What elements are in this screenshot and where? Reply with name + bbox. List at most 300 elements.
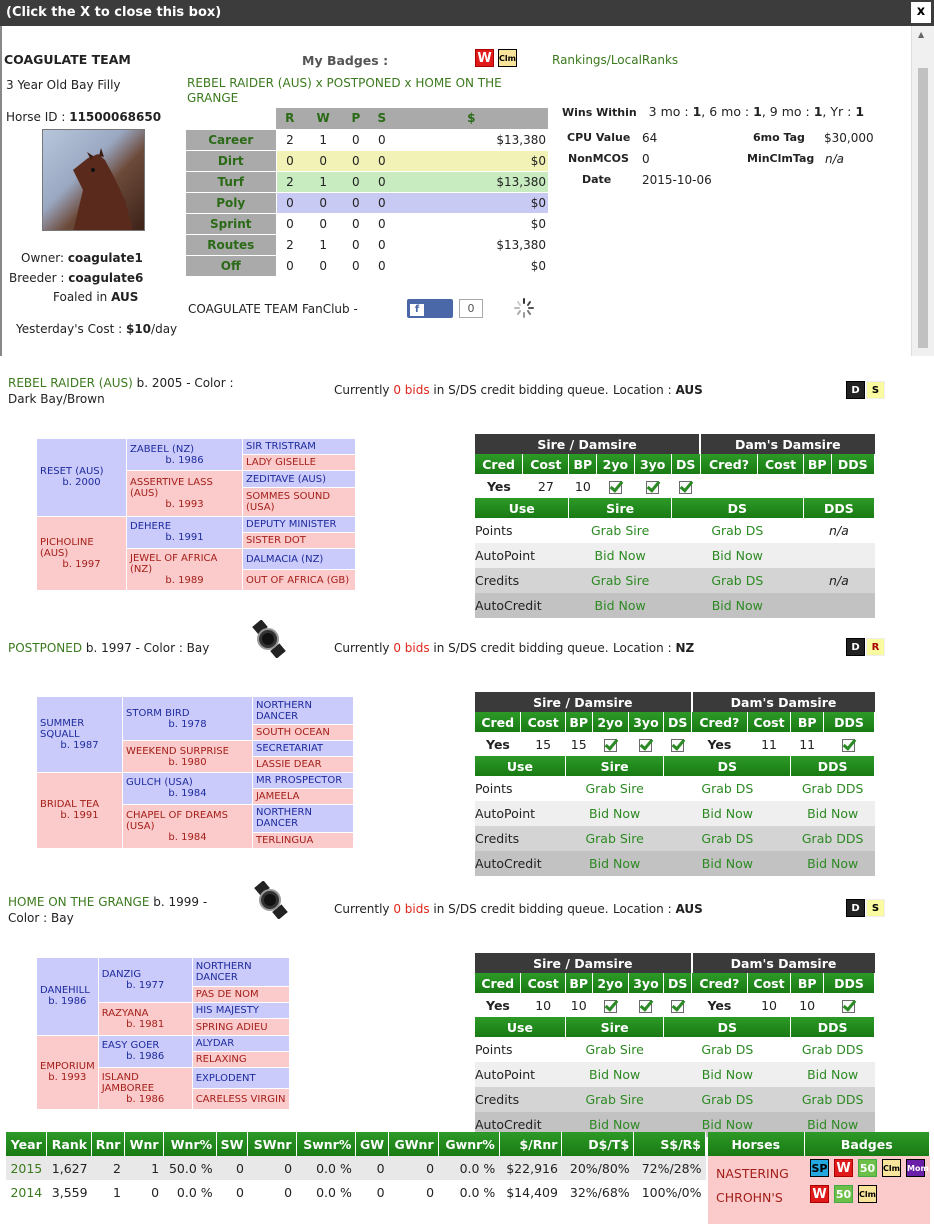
ped-sd[interactable] (98, 1003, 192, 1035)
col-3yo: 3yo (634, 454, 671, 474)
cost-unit: /day (151, 322, 178, 336)
row-points: Points (475, 781, 513, 796)
ped-ddd[interactable]: TERLINGUA (253, 833, 354, 849)
date-value: 2015-10-06 (642, 173, 712, 187)
cell: 0.0 % (438, 1156, 499, 1180)
ped-dd[interactable] (98, 1068, 192, 1110)
check-icon (609, 481, 622, 494)
cpu-label: CPU Value (567, 131, 631, 144)
rankings-link[interactable]: Rankings/LocalRanks (552, 53, 679, 67)
col-header: SW (217, 1132, 248, 1156)
ped-name: PICHOLINE (AUS) (40, 536, 94, 559)
damdam-color: Color : Bay (8, 911, 74, 925)
cell: 100%/0% (641, 1184, 702, 1200)
scroll-thumb[interactable] (918, 68, 928, 348)
ped-sss[interactable]: NORTHERN DANCER (192, 958, 289, 987)
record-cell: 2 (276, 129, 303, 150)
record-cell: 0 (369, 129, 395, 150)
record-cell: 0 (303, 255, 342, 276)
ped-year: b. 1981 (126, 1018, 165, 1030)
col-header: $/Rnr (499, 1132, 562, 1156)
badge-50[interactable]: 50 (834, 1185, 853, 1203)
record-cell: 0 (276, 192, 303, 213)
ped-dds[interactable]: EXPLODENT (192, 1068, 289, 1089)
record-header: W (303, 108, 342, 129)
race-record-table (186, 108, 548, 277)
owner-label: Owner: (21, 251, 65, 265)
record-cell: $13,380 (395, 234, 548, 255)
col-bp: BP (565, 973, 592, 993)
horse-id (6, 110, 161, 124)
location-label: Location : (613, 383, 672, 397)
col-ds: DS (671, 498, 803, 518)
ped-sire[interactable] (37, 697, 123, 773)
ped-sire[interactable] (37, 958, 99, 1036)
ped-year: b. 1984 (168, 831, 207, 843)
ped-ds[interactable] (127, 516, 243, 548)
badge-50[interactable]: 50 (858, 1159, 877, 1177)
credq-value: Yes (707, 997, 732, 1013)
ped-sdd[interactable]: SOMMES SOUND (USA) (243, 487, 356, 516)
cell: $22,916 (499, 1156, 562, 1180)
owner-link[interactable]: coagulate1 (67, 251, 143, 265)
col-header: S$/R$ (634, 1132, 706, 1156)
wins-6mo-label: , 6 mo : (701, 104, 750, 119)
breeder-link[interactable]: coagulate6 (68, 271, 144, 285)
queue-info (334, 902, 609, 916)
cost-label: Yesterday's Cost : (16, 322, 123, 336)
ped-ddd[interactable]: CARELESS VIRGIN (192, 1089, 289, 1110)
ped-year: b. 1991 (165, 532, 204, 544)
ped-ds[interactable] (98, 1035, 192, 1067)
dialog-titlebar (0, 0, 934, 26)
grab-sire-button[interactable]: Grab Sire (585, 1092, 644, 1107)
col-horses: Horses (708, 1132, 804, 1156)
bid-now-button[interactable]: Bid Now (594, 548, 646, 563)
cost-value: 10 (761, 997, 777, 1013)
grab-dds-button[interactable]: Grab DDS (801, 781, 864, 796)
ped-sds[interactable]: HIS MAJESTY (192, 1003, 289, 1019)
col-sire: Sire (569, 498, 671, 518)
badge-clm[interactable]: Clm (882, 1159, 901, 1177)
check-icon (639, 739, 652, 752)
ped-ss[interactable] (98, 958, 192, 1003)
ped-ssd[interactable]: LADY GISELLE (243, 455, 356, 471)
bids-link[interactable]: 0 bids (393, 641, 430, 655)
badge-d[interactable]: D (846, 899, 865, 917)
col-header: Gwnr% (438, 1132, 499, 1156)
col-cost: Cost (523, 454, 569, 474)
ped-sd[interactable] (127, 471, 243, 516)
cred-value: Yes (486, 478, 511, 494)
grab-sire-button[interactable]: Grab Sire (590, 523, 650, 538)
owner-row (21, 251, 143, 265)
location-value: AUS (675, 902, 703, 916)
bid-header-sd: Sire / Damsire (475, 434, 700, 454)
damdam-name-link[interactable]: HOME ON THE GRANGE (8, 895, 150, 909)
ped-dss[interactable]: MR PROSPECTOR (253, 772, 354, 788)
bp-value: 10 (799, 997, 816, 1013)
bid-now-button[interactable]: Bid Now (807, 856, 859, 871)
ped-dsd[interactable]: JAMEELA (253, 788, 354, 804)
ped-ss[interactable] (123, 697, 253, 741)
ped-sds[interactable]: SECRETARIAT (253, 741, 354, 757)
record-cell: 0 (369, 213, 395, 234)
record-label: Off (186, 255, 276, 276)
grab-ds-button[interactable]: Grab DS (701, 1092, 754, 1107)
record-cell: 0 (276, 213, 303, 234)
col-dds: DDS (823, 712, 874, 732)
foaled-row (53, 290, 138, 304)
ped-year: b. 1993 (165, 499, 204, 511)
fb-like-button[interactable] (407, 299, 453, 334)
ped-ddd[interactable]: OUT OF AFRICA (GB) (243, 570, 356, 591)
col-bp: BP (803, 454, 831, 474)
record-label: Turf (186, 171, 276, 192)
col-use: Use (475, 1017, 565, 1037)
grab-ds-button[interactable]: Grab DS (701, 781, 754, 796)
damsire-name-link[interactable]: POSTPONED (8, 641, 83, 655)
ped-sire[interactable] (37, 439, 127, 517)
horse-photo[interactable] (42, 129, 145, 231)
bid-now-button[interactable]: Bid Now (594, 598, 646, 613)
cell: 0 (426, 1184, 435, 1200)
col-3yo: 3yo (628, 712, 664, 732)
ped-name: ASSERTIVE LASS (AUS) (130, 477, 213, 500)
dam-sire-info (8, 641, 209, 655)
cred-value: Yes (486, 736, 510, 752)
horse-id-label: Horse ID : (6, 110, 66, 124)
check-icon (604, 1000, 617, 1013)
col-use: Use (475, 498, 569, 518)
ped-year: b. 1978 (168, 718, 207, 730)
col-credq: Cred? (700, 454, 758, 474)
bid-now-button[interactable]: Bid Now (711, 598, 763, 613)
bids-link[interactable]: 0 bids (393, 902, 430, 916)
row-autocredit: AutoCredit (475, 598, 542, 613)
bid-now-button[interactable]: Bid Now (807, 1067, 859, 1082)
ped-ds[interactable] (123, 772, 253, 804)
col-bp: BP (569, 454, 597, 474)
ped-name: JEWEL OF AFRICA (NZ) (130, 553, 218, 576)
bid-now-button[interactable]: Bid Now (701, 1117, 753, 1132)
record-cell: 0 (303, 213, 342, 234)
cost-value: 11 (761, 736, 777, 752)
queue-post: in S/DS credit bidding queue. (429, 902, 609, 916)
ped-dds[interactable]: DALMACIA (NZ) (243, 549, 356, 570)
badge-s[interactable]: S (866, 381, 885, 399)
bid-now-button[interactable]: Bid Now (711, 548, 763, 563)
bp-value: 11 (799, 736, 816, 752)
col-dds: DDS (831, 454, 874, 474)
grab-ds-button[interactable]: Grab DS (701, 831, 754, 846)
wins-3mo-label: 3 mo : (648, 104, 689, 119)
record-cell: $13,380 (395, 171, 548, 192)
grab-ds-button[interactable]: Grab DS (711, 523, 764, 538)
ped-sds[interactable]: ZEDITAVE (AUS) (243, 471, 356, 487)
scrollbar[interactable] (911, 26, 934, 356)
year-link[interactable]: 2014 (10, 1184, 43, 1200)
bid-now-button[interactable]: Bid Now (701, 1067, 753, 1082)
bid-now-button[interactable]: Bid Now (807, 806, 859, 821)
horse-link[interactable]: NASTERING (708, 1156, 804, 1190)
row-autocredit: AutoCredit (475, 856, 542, 871)
col-header: D$/T$ (562, 1132, 634, 1156)
col-2yo: 2yo (592, 973, 628, 993)
tag-value: $30,000 (824, 131, 874, 145)
queue-pre: Currently (334, 641, 394, 655)
check-icon (842, 1000, 855, 1013)
yearly-stats-table (6, 1132, 706, 1204)
record-cell: 0 (343, 150, 369, 171)
col-sire: Sire (565, 1017, 663, 1037)
location (613, 902, 703, 916)
breeder-row (9, 271, 143, 285)
col-dds: DDS (823, 973, 874, 993)
ped-sd[interactable] (123, 741, 253, 773)
cred-value: Yes (486, 997, 510, 1013)
ped-year: b. 1980 (168, 756, 207, 768)
ped-sss[interactable]: SIR TRISTRAM (243, 439, 356, 455)
col-header: GWnr (389, 1132, 439, 1156)
horse-link[interactable]: CHROHN'S (708, 1190, 804, 1224)
queue-pre: Currently (334, 902, 394, 916)
bid-now-button[interactable]: Bid Now (589, 806, 641, 821)
location (613, 383, 703, 397)
record-cell: 0 (343, 129, 369, 150)
badge-d[interactable]: D (846, 381, 865, 399)
bp-value: 10 (570, 997, 587, 1013)
grab-dds-button[interactable]: Grab DDS (801, 1092, 864, 1107)
ped-dam[interactable] (37, 516, 127, 590)
sire-info (8, 375, 238, 407)
ped-year: b. 1989 (165, 575, 204, 587)
damdam-info-text: b. 1999 - (149, 895, 208, 909)
ped-year: b. 1997 (62, 558, 101, 570)
record-row (186, 150, 548, 171)
record-row (186, 129, 548, 150)
queue-info (334, 641, 609, 655)
badge-d[interactable]: D (846, 638, 865, 656)
ped-name: EMPORIUM (40, 1061, 95, 1073)
cell: 1,627 (46, 1156, 91, 1180)
grab-sire-button[interactable]: Grab Sire (590, 573, 650, 588)
ped-name: DANZIG (101, 969, 142, 981)
col-header: Swnr% (296, 1132, 356, 1156)
na-text: n/a (828, 573, 849, 588)
record-cell: 0 (343, 255, 369, 276)
grab-dds-button[interactable]: Grab DDS (801, 831, 864, 846)
grab-dds-button[interactable]: Grab DDS (801, 1042, 864, 1057)
pedigree-table (36, 957, 290, 1110)
ped-ssd[interactable]: PAS DE NOM (192, 987, 289, 1003)
scroll-up-icon[interactable]: ▲ (918, 30, 925, 39)
bid-now-button[interactable]: Bid Now (807, 1117, 859, 1132)
ped-name: GULCH (USA) (126, 777, 193, 789)
queue-post: in S/DS credit bidding queue. (429, 383, 609, 397)
col-credq: Cred? (692, 712, 748, 732)
record-label: Poly (186, 192, 276, 213)
close-button[interactable]: x (911, 2, 931, 23)
wins-6mo: 1 (753, 104, 762, 119)
cell: 0 (356, 1156, 389, 1180)
row-credits: Credits (475, 1092, 520, 1107)
record-cell: 0 (369, 255, 395, 276)
ped-ss[interactable] (127, 439, 243, 471)
ped-sdd[interactable]: SPRING ADIEU (192, 1019, 289, 1035)
col-bp: BP (791, 712, 824, 732)
record-header: R (276, 108, 303, 129)
nonmcos-label: NonMCOS (568, 152, 629, 165)
record-cell: 0 (369, 234, 395, 255)
grab-sire-button[interactable]: Grab Sire (585, 1042, 644, 1057)
location-value: NZ (675, 641, 695, 655)
ped-sss[interactable]: NORTHERN DANCER (253, 697, 354, 725)
row-autocredit: AutoCredit (475, 1117, 542, 1132)
record-cell: 0 (343, 171, 369, 192)
record-cell: $0 (395, 192, 548, 213)
ped-dds[interactable]: NORTHERN DANCER (253, 804, 354, 832)
badge-s[interactable]: S (866, 899, 885, 917)
bid-header-dd: Dam's Damsire (700, 434, 874, 454)
ped-dss[interactable]: DEPUTY MINISTER (243, 516, 356, 532)
col-cred: Cred (475, 712, 521, 732)
ped-dd[interactable] (123, 804, 253, 848)
ped-name: CHAPEL OF DREAMS (USA) (126, 809, 229, 832)
wins-label: Wins Within (562, 106, 637, 119)
row-points: Points (475, 523, 513, 538)
badge-w[interactable]: W (810, 1185, 829, 1203)
cost-value: 27 (537, 478, 554, 494)
badge-sp[interactable]: SP (810, 1159, 829, 1177)
bid-now-button[interactable]: Bid Now (589, 856, 641, 871)
ped-ssd[interactable]: SOUTH OCEAN (253, 725, 354, 741)
record-cell: $13,380 (395, 129, 548, 150)
col-header: GW (356, 1132, 389, 1156)
damsire-info-text: b. 1997 - Color : Bay (82, 641, 210, 655)
ped-dd[interactable] (127, 549, 243, 591)
col-bp: BP (565, 712, 592, 732)
grab-sire-button[interactable]: Grab Sire (585, 781, 644, 796)
col-sire: Sire (565, 756, 663, 776)
col-header: Rnr (92, 1132, 125, 1156)
divider (0, 26, 2, 356)
col-badges: Badges (804, 1132, 930, 1156)
watch-icon[interactable] (250, 881, 290, 917)
ped-sdd[interactable]: LASSIE DEAR (253, 757, 354, 773)
record-cell: 1 (303, 234, 342, 255)
record-cell: $0 (395, 150, 548, 171)
record-row (186, 255, 548, 276)
grab-ds-button[interactable]: Grab DS (711, 573, 764, 588)
ped-name: WEEKEND SURPRISE (126, 745, 229, 757)
record-header: P (343, 108, 369, 129)
sire-name-link[interactable]: REBEL RAIDER (AUS) (8, 376, 133, 390)
nonmcos-value: 0 (642, 152, 650, 166)
cell: 0 (151, 1184, 160, 1200)
record-cell: 0 (343, 213, 369, 234)
cell: 0.0 % (316, 1184, 352, 1200)
record-label: Routes (186, 234, 276, 255)
date-label: Date (582, 173, 612, 186)
record-cell: 0 (303, 192, 342, 213)
record-cell: $0 (395, 255, 548, 276)
badge-mom[interactable]: Mom (906, 1159, 925, 1177)
bid-now-button[interactable]: Bid Now (701, 806, 753, 821)
bid-now-button[interactable]: Bid Now (589, 1067, 641, 1082)
queue-pre: Currently (334, 383, 394, 397)
record-row (186, 234, 548, 255)
table-row (6, 1156, 706, 1180)
check-icon (639, 1000, 652, 1013)
col-cost: Cost (747, 712, 791, 732)
badge-clm[interactable]: Clm (498, 49, 517, 67)
ped-dsd[interactable]: RELAXING (192, 1051, 289, 1067)
bid-now-button[interactable]: Bid Now (589, 1117, 641, 1132)
cell: 0.0 % (176, 1184, 213, 1200)
ped-dam[interactable] (37, 1035, 99, 1109)
check-icon (671, 739, 684, 752)
ped-dss[interactable]: ALYDAR (192, 1035, 289, 1051)
cell: 0 (235, 1184, 244, 1200)
badge-w[interactable]: W (475, 49, 494, 67)
wins-9mo-label: , 9 mo : (761, 104, 810, 119)
badge-w[interactable]: W (834, 1159, 853, 1177)
bp-value: 15 (570, 736, 587, 752)
ped-name: STORM BIRD (126, 707, 190, 719)
record-cell: 1 (303, 129, 342, 150)
like-label: Like (407, 321, 433, 334)
tag-label: 6mo Tag (753, 131, 805, 144)
record-cell: 0 (369, 150, 395, 171)
horse-name: COAGULATE TEAM (4, 52, 131, 67)
ped-name: DANEHILL (40, 985, 90, 997)
loading-spinner-icon (513, 297, 535, 319)
bid-table (475, 434, 875, 618)
cpu-value: 64 (642, 131, 658, 145)
cell: 0 (376, 1184, 385, 1200)
bid-now-button[interactable]: Bid Now (701, 856, 753, 871)
ped-name: ISLAND JAMBOREE (101, 1072, 155, 1095)
ped-dsd[interactable]: SISTER DOT (243, 532, 356, 548)
record-cell: 2 (276, 171, 303, 192)
queue-post: in S/DS credit bidding queue. (429, 641, 609, 655)
col-dds: DDS (791, 756, 875, 776)
check-icon (679, 481, 692, 494)
cell: 0 (284, 1184, 293, 1200)
row-autopoint: AutoPoint (475, 806, 536, 821)
row-credits: Credits (475, 831, 520, 846)
location (613, 641, 694, 655)
sire-info-text: b. 2005 - Color : (132, 376, 234, 390)
watch-icon[interactable] (248, 620, 288, 656)
badge-clm[interactable]: Clm (858, 1185, 877, 1203)
bids-link[interactable]: 0 bids (393, 383, 430, 397)
year-link[interactable]: 2015 (6, 1156, 46, 1180)
bid-header-sd: Sire / Damsire (475, 692, 692, 712)
record-cell: 0 (343, 192, 369, 213)
record-label: Dirt (186, 150, 276, 171)
cell: 32%/68% (569, 1184, 630, 1200)
grab-ds-button[interactable]: Grab DS (701, 1042, 754, 1057)
cell: 0.0 % (296, 1156, 356, 1180)
badge-r[interactable]: R (866, 638, 885, 656)
col-2yo: 2yo (597, 454, 634, 474)
bid-header-dd: Dam's Damsire (692, 953, 875, 973)
ped-dam[interactable] (37, 772, 123, 848)
check-icon (842, 739, 855, 752)
grab-sire-button[interactable]: Grab Sire (585, 831, 644, 846)
